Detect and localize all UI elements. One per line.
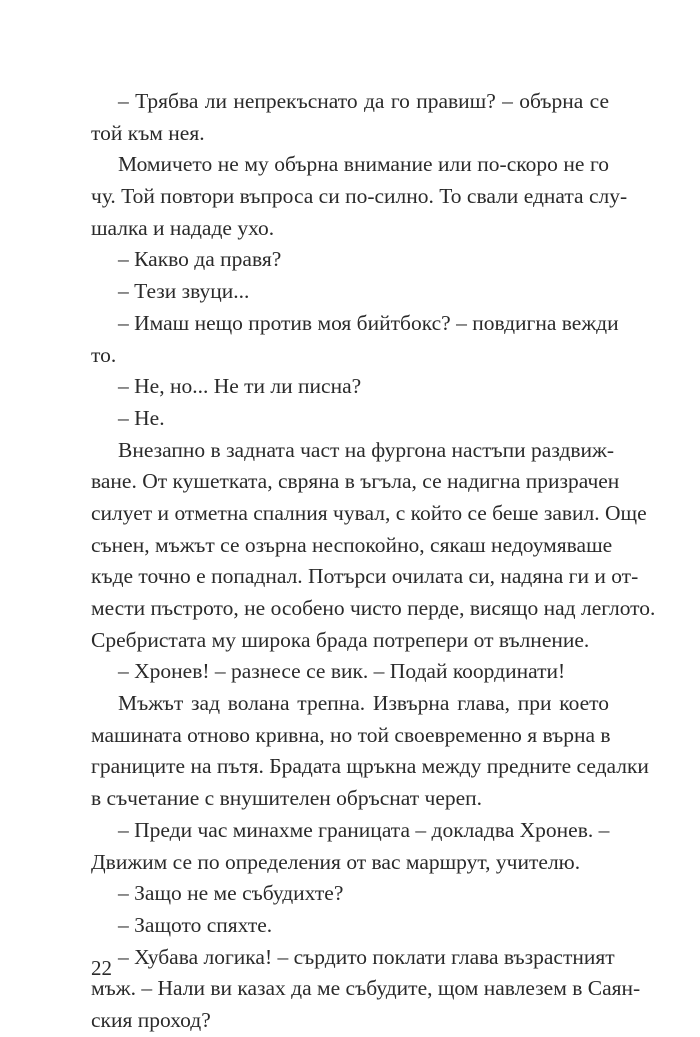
text-line: шалка и нададе ухо. bbox=[91, 215, 275, 240]
text-line: той към нея. bbox=[91, 120, 205, 145]
text-line: то. bbox=[91, 342, 117, 367]
text-line: ския проход? bbox=[91, 1007, 211, 1032]
text-line: – Не, но... Не ти ли писна? bbox=[118, 374, 362, 399]
text-line: – Хронев! – разнесе се вик. – Подай координати! bbox=[118, 659, 566, 684]
text-line: Сребристата му широка брада потрепери от вълнение. bbox=[91, 627, 590, 652]
text-line: мести пъстрото, не особено чисто перде, висящо над леглото. bbox=[91, 596, 656, 620]
text-line: – Защото спяхте. bbox=[118, 912, 273, 937]
text-line: Движим се по определения от вас маршрут, учителю. bbox=[91, 849, 581, 874]
text-line: къде точно е попаднал. Потърси очилата си, надяна ги и от- bbox=[91, 564, 639, 589]
text-line: мъж. – Нали ви казах да ме събудите, щом навлезем в Саян- bbox=[91, 976, 641, 1001]
text-line: – Защо не ме събудихте? bbox=[118, 881, 344, 906]
text-line: ване. От кушетката, свряна в ъгъла, се надигна призрачен bbox=[91, 469, 620, 494]
text-line: в съчетание с внушителен обръснат череп. bbox=[91, 786, 483, 811]
text-line: силует и отметна спалния чувал, с който се беше завил. Още bbox=[91, 500, 647, 525]
text-line: Момичето не му обърна внимание или по-скоро не го bbox=[118, 152, 609, 177]
text-line: Внезапно в задната част на фургона настъпи раздвиж- bbox=[118, 437, 615, 462]
text-line: сънен, мъжът се озърна неспокойно, сякаш недоумяваше bbox=[91, 532, 613, 557]
page-number: 22 bbox=[91, 956, 112, 980]
text-line: чу. Той повтори въпроса си по-силно. То свали едната слу- bbox=[91, 184, 628, 209]
text-line: – Имаш нещо против моя бийтбокс? – повдигна вежди bbox=[118, 310, 619, 335]
text-line: Мъжът зад волана трепна. Извърна глава, при което bbox=[118, 691, 609, 716]
body-text bbox=[91, 86, 656, 1037]
text-line: – Трябва ли непрекъснато да го правиш? – обърна се bbox=[118, 89, 609, 113]
text-line: – Хубава логика! – сърдито поклати глава възрастният bbox=[118, 944, 615, 969]
text-line: машината отново кривна, но той своевременно я върна в bbox=[91, 722, 611, 747]
text-line: границите на пътя. Брадата щръкна между предните седалки bbox=[91, 754, 649, 779]
text-line: – Какво да правя? bbox=[118, 247, 282, 272]
text-line: – Тези звуци... bbox=[118, 279, 250, 304]
text-line: – Преди час минахме границата – докладва Хронев. – bbox=[118, 817, 610, 842]
text-line: – Не. bbox=[118, 405, 165, 430]
